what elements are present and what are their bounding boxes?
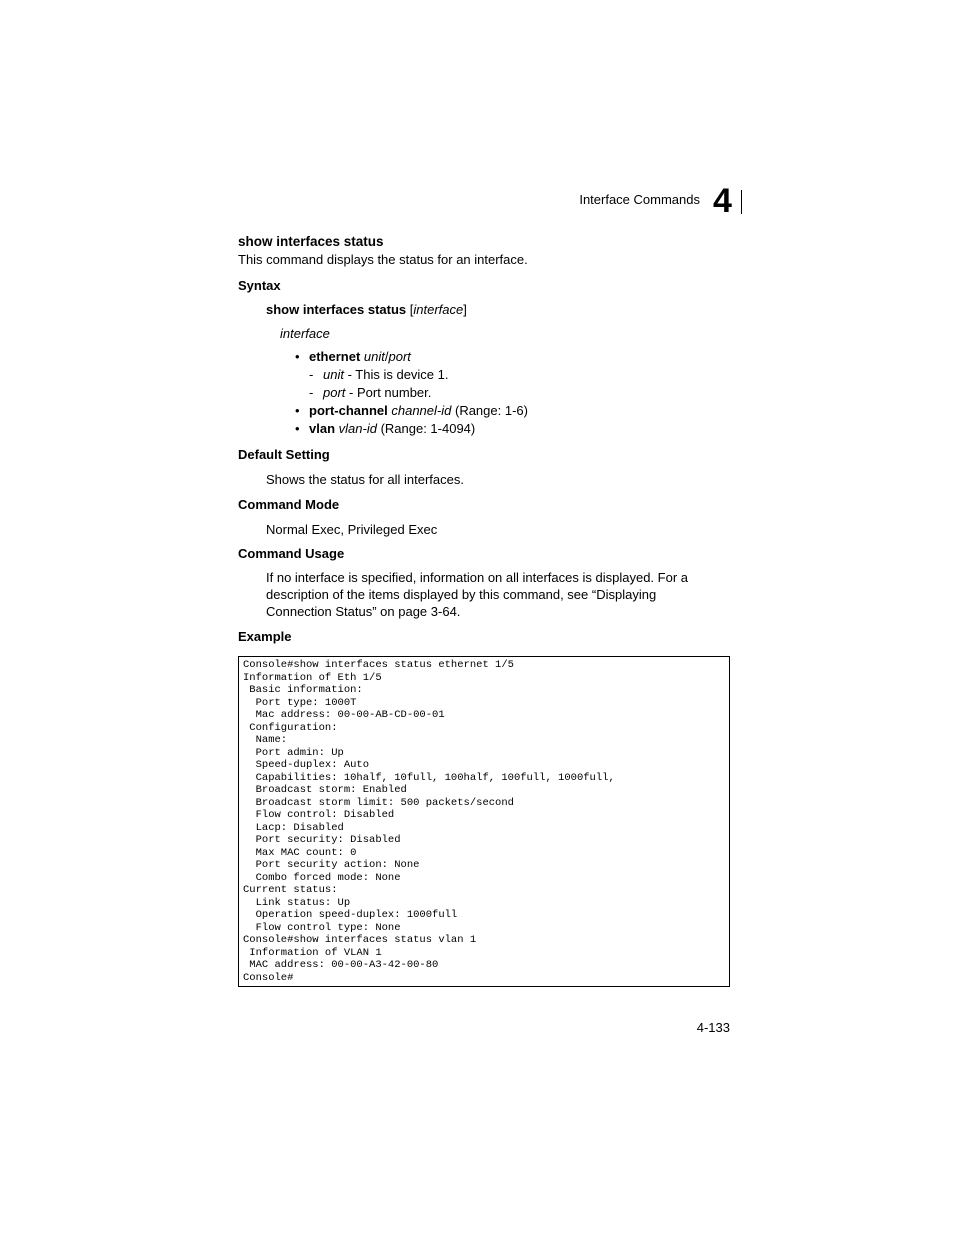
example-code: Console#show interfaces status ethernet 1/5 Information of Eth 1/5 Basic information: Port type: 1000T Mac address: 00-00-AB-CD-00-01 Configuration: Name: Port admin: Up Speed-duplex: Auto Capabilities: 10half, 10full, 100half, 100full, 1000full, Broadcast storm: Enabled Broadcast storm limit: 500 packets/second Flow control: Disabled Lacp: Disabled Port security: Disabled Max MAC count: 0 Port security action: None Combo forced mode: None Current status: Link status: Up Operation speed-duplex: 1000full Flow control type: None Console#show interfaces status vlan 1 Information of VLAN 1 MAC address: 00-00-A3-42-00-80 Console# (243, 659, 615, 984)
option-vlan (309, 421, 475, 436)
syntax-line (266, 301, 467, 318)
command-mode-heading: Command Mode (238, 497, 340, 512)
option-arg-port: port (388, 349, 411, 364)
running-header-title: Interface Commands (579, 192, 700, 207)
subitem-text: - Port number. (345, 385, 432, 400)
default-setting-heading: Default Setting (238, 447, 330, 462)
option-ethernet (309, 349, 411, 364)
syntax-open-bracket: [ (406, 302, 414, 317)
option-arg-unit: unit (363, 349, 385, 364)
option-keyword: port-channel (309, 403, 388, 418)
page-number: 4-133 (696, 1020, 730, 1035)
subitem-text: - This is device 1. (343, 367, 449, 382)
subitem-term: port (323, 385, 346, 400)
syntax-param-label (280, 325, 330, 342)
command-title: show interfaces status (238, 234, 384, 249)
dash-icon: - (309, 385, 314, 400)
option-slash: / (384, 349, 389, 364)
command-mode-text: Normal Exec, Privileged Exec (266, 522, 438, 537)
example-heading: Example (238, 629, 292, 644)
param-label-text: interface (280, 326, 330, 341)
option-range: (Range: 1-4094) (380, 421, 476, 436)
syntax-param: interface (413, 302, 464, 317)
example-code-box (238, 656, 730, 987)
subitem-port (323, 385, 431, 400)
syntax-heading: Syntax (238, 278, 281, 293)
option-arg: channel-id (391, 403, 452, 418)
bullet-icon: • (295, 349, 300, 364)
option-range: (Range: 1-6) (454, 403, 528, 418)
dash-icon: - (309, 367, 314, 382)
option-port-channel (309, 403, 528, 418)
option-arg: vlan-id (338, 421, 377, 436)
chapter-number: 4 (713, 182, 732, 220)
syntax-command: show interfaces status (266, 302, 407, 317)
syntax-close-bracket: ] (463, 302, 467, 317)
subitem-term: unit (323, 367, 344, 382)
command-description: This command displays the status for an interface. (238, 252, 528, 267)
bullet-icon: • (295, 421, 300, 436)
chapter-divider (741, 190, 742, 214)
command-usage-heading: Command Usage (238, 546, 345, 561)
option-keyword: ethernet (309, 349, 361, 364)
default-setting-text: Shows the status for all interfaces. (266, 472, 464, 487)
option-keyword: vlan (309, 421, 336, 436)
subitem-unit (323, 367, 449, 382)
bullet-icon: • (295, 403, 300, 418)
command-usage-text: If no interface is specified, information on all interfaces is displayed. For a description of the items displayed by this command, see “Displaying Connection Status” on page 3-64. (266, 570, 688, 619)
